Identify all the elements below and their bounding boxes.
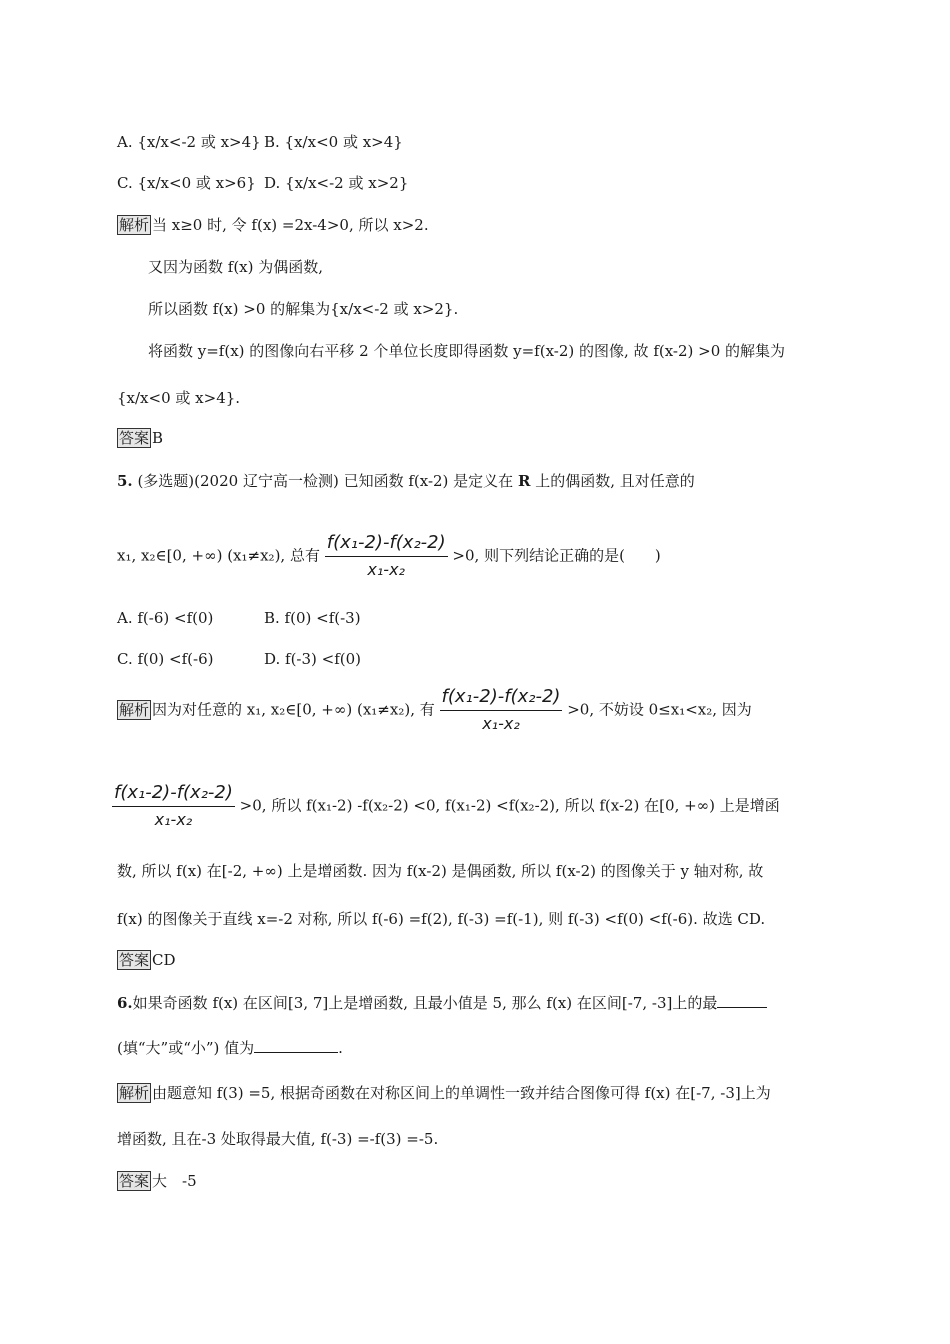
q6-answer-line: [117, 1170, 197, 1192]
q6-stem-line-2: [117, 1036, 343, 1059]
q5-option-d: D. f(-3) <f(0): [264, 650, 362, 668]
q6-answer-blank-2: [254, 1036, 338, 1053]
q5-answer-line: [117, 949, 176, 971]
q5-stem-fraction: [325, 532, 448, 581]
q5-stem-line-1: [117, 470, 695, 492]
q4-analysis-line-1: [117, 214, 429, 236]
fraction-denominator: x₁-x₂: [482, 714, 520, 733]
q6-analysis-line-2: 增函数, 且在-3 处取得最大值, f(-3) =-f(3) =-5.: [117, 1130, 439, 1148]
q5-stem-text-2b: >0, 则下列结论正确的是( ): [452, 546, 661, 565]
q5-analysis-text-1a: 因为对任意的 x₁, x₂∈[0, +∞) (x₁≠x₂), 有: [152, 700, 435, 719]
q4-answer-value: B: [152, 429, 164, 447]
analysis-label: 解析: [119, 700, 150, 719]
q4-analysis-line-4: 将函数 y=f(x) 的图像向右平移 2 个单位长度即得函数 y=f(x-2) 的图像, 故 f(x-2) >0 的解集为: [148, 342, 786, 360]
q5-analysis-fraction-2: [112, 782, 235, 831]
q6-stem-text-2a: (填“大”或“小”) 值为: [117, 1039, 255, 1057]
answer-label: 答案: [119, 1172, 150, 1190]
q4-analysis-line-3: 所以函数 f(x) >0 的解集为{x/x<-2 或 x>2}.: [148, 300, 459, 318]
q4-option-b: B. {x/x<0 或 x>4}: [264, 133, 403, 151]
q6-number: 6.: [117, 994, 133, 1012]
q4-options-row-2: [117, 172, 408, 194]
q5-analysis-fraction-1: [440, 686, 563, 735]
q5-options-row-1: [117, 607, 361, 629]
q4-analysis-text-1: 当 x≥0 时, 令 f(x) =2x-4>0, 所以 x>2.: [152, 216, 429, 234]
answer-label: 答案: [119, 951, 150, 969]
q5-option-c: C. f(0) <f(-6): [117, 650, 214, 668]
fraction-denominator: x₁-x₂: [367, 560, 405, 579]
analysis-label: 解析: [119, 1084, 150, 1102]
q4-option-c: C. {x/x<0 或 x>6}: [117, 174, 256, 192]
q6-analysis-text-1: 由题意知 f(3) =5, 根据奇函数在对称区间上的单调性一致并结合图像可得 f(x) 在[-7, -3]上为: [152, 1084, 771, 1102]
q5-analysis-line-2: [112, 782, 780, 831]
q5-number: 5.: [117, 472, 133, 490]
q6-analysis-line-1: [117, 1082, 771, 1104]
q6-answer-blank-1: [717, 991, 767, 1008]
q5-stem-text-1b: 上的偶函数, 且对任意的: [535, 472, 695, 490]
q4-answer-line: [117, 427, 163, 449]
fraction-numerator: f(x₁-2)-f(x₂-2): [440, 686, 563, 711]
q5-stem-set-r: R: [517, 472, 531, 490]
q4-options-row-1: [117, 131, 403, 153]
q5-analysis-line-4: f(x) 的图像关于直线 x=-2 对称, 所以 f(-6) =f(2), f(-3) =f(-1), 则 f(-3) <f(0) <f(-6). 故选 CD.: [117, 910, 766, 928]
q4-option-d: D. {x/x<-2 或 x>2}: [264, 174, 409, 192]
q5-analysis-text-2: >0, 所以 f(x₁-2) -f(x₂-2) <0, f(x₁-2) <f(x₂-2), 所以 f(x-2) 在[0, +∞) 上是增函: [239, 796, 780, 815]
fraction-numerator: f(x₁-2)-f(x₂-2): [112, 782, 235, 807]
q4-option-a: A. {x/x<-2 或 x>4}: [117, 133, 261, 151]
q5-analysis-text-1b: >0, 不妨设 0≤x₁<x₂, 因为: [567, 700, 752, 719]
q5-analysis-line-1: [117, 686, 752, 735]
q6-answer-value: 大 -5: [152, 1172, 197, 1190]
q6-stem-line-1: [117, 991, 767, 1014]
q6-stem-text-2b: .: [338, 1039, 343, 1057]
q6-stem-text-1: 如果奇函数 f(x) 在区间[3, 7]上是增函数, 且最小值是 5, 那么 f(x) 在区间[-7, -3]上的最: [132, 994, 718, 1012]
q5-stem-text-1: (多选题)(2020 辽宁高一检测) 已知函数 f(x-2) 是定义在: [137, 472, 514, 490]
fraction-numerator: f(x₁-2)-f(x₂-2): [325, 532, 448, 557]
fraction-denominator: x₁-x₂: [154, 810, 193, 829]
q5-options-row-2: [117, 648, 361, 670]
q5-option-b: B. f(0) <f(-3): [264, 609, 361, 627]
q5-answer-value: CD: [152, 951, 176, 969]
answer-label: 答案: [119, 429, 150, 447]
analysis-label: 解析: [119, 216, 150, 234]
q5-stem-line-2: [117, 532, 661, 581]
q5-stem-text-2a: x₁, x₂∈[0, +∞) (x₁≠x₂), 总有: [117, 546, 320, 565]
q4-analysis-line-2: 又因为函数 f(x) 为偶函数,: [148, 258, 324, 276]
q4-analysis-line-5: {x/x<0 或 x>4}.: [117, 389, 241, 407]
q5-analysis-line-3: 数, 所以 f(x) 在[-2, +∞) 上是增函数. 因为 f(x-2) 是偶函数, 所以 f(x-2) 的图像关于 y 轴对称, 故: [117, 862, 764, 880]
q5-option-a: A. f(-6) <f(0): [117, 609, 214, 627]
